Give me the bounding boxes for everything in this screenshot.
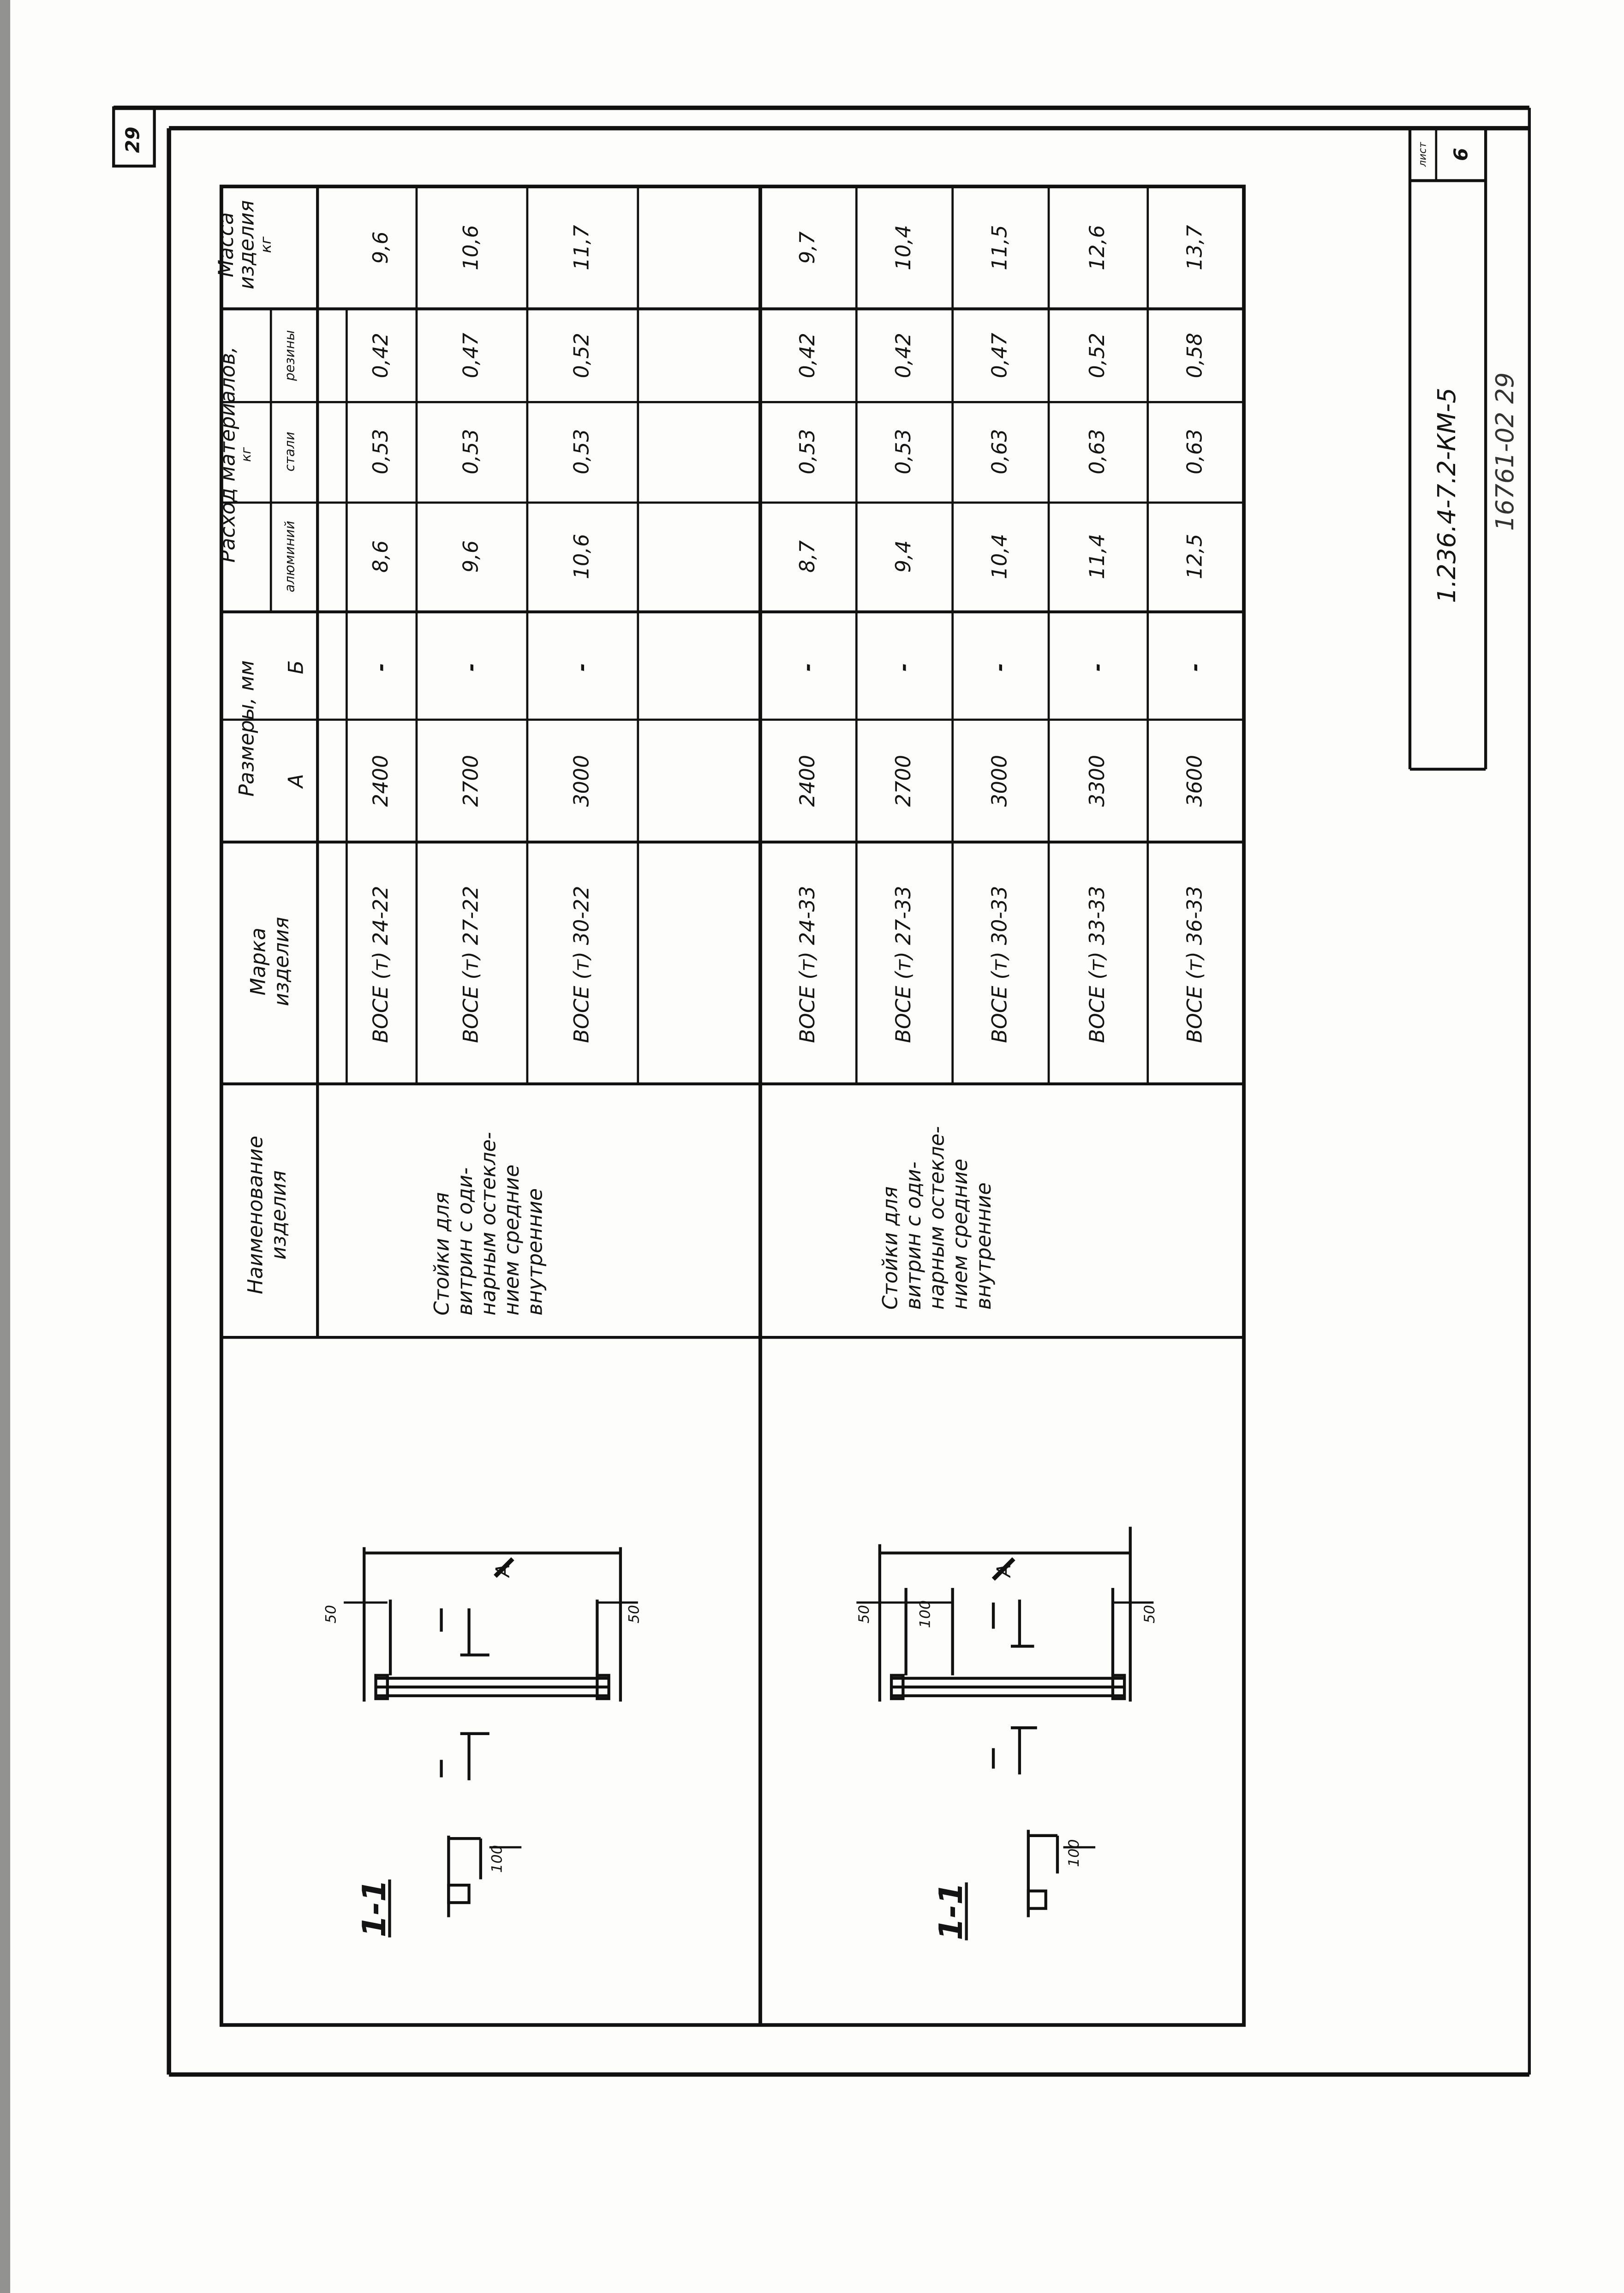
document-code: 1.236.4-7.2-КМ-5 (1433, 387, 1463, 603)
section-title-1: 1-1 (358, 1879, 394, 1938)
cell-mark: ВОСЕ (т) 24-33 (796, 886, 820, 1043)
header-steel: стали (284, 431, 299, 472)
cell-mark: ВОСЕ (т) 33-33 (1087, 886, 1110, 1043)
cell-rubber: 0,47 (460, 333, 484, 378)
cell-dim-a: 2400 (796, 754, 820, 807)
cell-mass: 11,7 (571, 225, 595, 270)
corner-sheet-number: 29 (123, 126, 145, 153)
cell-mark: ВОСЕ (т) 36-33 (1184, 886, 1208, 1043)
dim-label: 50 (627, 1605, 643, 1624)
group-1-name: Стойки для витрин с оди- нарным остекле- нием средние внутренние (431, 1132, 548, 1316)
section-title-2: 1-1 (934, 1882, 971, 1940)
cell-rubber: 0,42 (893, 333, 916, 378)
dim-label: А (994, 1564, 1016, 1577)
cell-mass: 9,6 (370, 231, 394, 264)
cell-mark: ВОСЕ (т) 24-22 (370, 886, 394, 1043)
cell-aluminum: 9,4 (893, 540, 916, 573)
header-consumption: Расход материалов, кг (217, 346, 255, 563)
cell-aluminum: 10,4 (989, 533, 1013, 580)
header-aluminum: алюминий (284, 521, 299, 593)
header-mass: Масса изделия кг (215, 200, 275, 290)
dim-label: 50 (1142, 1605, 1159, 1624)
cell-dim-b: - (460, 663, 484, 672)
cell-aluminum: 8,6 (370, 540, 394, 573)
cell-mass: 9,7 (796, 231, 820, 264)
cell-aluminum: 9,6 (460, 540, 484, 573)
cell-mark: ВОСЕ (т) 30-22 (571, 886, 595, 1043)
cell-steel: 0,63 (1087, 429, 1110, 474)
header-mark: Марка изделия (247, 916, 294, 1006)
cell-aluminum: 12,5 (1184, 533, 1208, 580)
cell-dim-b: - (796, 663, 820, 672)
cell-dim-a: 3000 (989, 754, 1013, 807)
dim-label: 100 (490, 1845, 507, 1873)
dim-label: 50 (857, 1605, 873, 1624)
cell-mass: 11,5 (989, 225, 1013, 270)
cell-mark: ВОСЕ (т) 27-33 (893, 886, 916, 1043)
group-2-name: Стойки для витрин с оди- нарным остекле- нием средние внутренние (879, 1126, 997, 1310)
cell-steel: 0,63 (1184, 429, 1208, 474)
cell-mark: ВОСЕ (т) 30-33 (989, 886, 1013, 1043)
cell-dim-b: - (1184, 663, 1208, 672)
header-dim-a: А (285, 774, 309, 788)
cell-rubber: 0,42 (370, 333, 394, 378)
cell-dim-b: - (571, 663, 595, 672)
cell-steel: 0,53 (460, 429, 484, 474)
cell-mark: ВОСЕ (т) 27-22 (460, 886, 484, 1043)
section-sketch-2 (856, 1527, 1153, 1917)
cell-steel: 0,63 (989, 429, 1013, 474)
cell-dim-a: 2700 (460, 754, 484, 807)
cell-rubber: 0,52 (571, 333, 595, 378)
header-dim-b: Б (285, 660, 309, 675)
cell-aluminum: 11,4 (1087, 533, 1110, 580)
cell-steel: 0,53 (370, 429, 394, 474)
dim-label: 100 (1067, 1839, 1083, 1867)
dim-label: 100 (918, 1600, 935, 1628)
cell-dim-a: 2400 (370, 754, 394, 807)
cell-dim-b: - (893, 663, 916, 672)
dim-label: 50 (324, 1605, 340, 1624)
cell-rubber: 0,58 (1184, 333, 1208, 378)
cell-steel: 0,53 (796, 429, 820, 474)
cell-dim-b: - (1087, 663, 1110, 672)
header-dimensions: Размеры, мм (236, 660, 259, 797)
cell-dim-a: 2700 (893, 754, 916, 807)
cell-mass: 10,6 (460, 225, 484, 270)
cell-rubber: 0,42 (796, 333, 820, 378)
cell-rubber: 0,47 (989, 333, 1013, 378)
cell-aluminum: 8,7 (796, 540, 820, 573)
cell-dim-b: - (989, 663, 1013, 672)
cell-aluminum: 10,6 (571, 533, 595, 580)
cell-mass: 10,4 (893, 225, 916, 270)
cell-steel: 0,53 (893, 429, 916, 474)
cell-dim-b: - (370, 663, 394, 672)
cell-dim-a: 3000 (571, 754, 595, 807)
cell-steel: 0,53 (571, 429, 595, 474)
cell-mass: 12,6 (1087, 225, 1110, 270)
cell-dim-a: 3600 (1184, 754, 1208, 807)
header-name: Наименование изделия (245, 1136, 292, 1294)
dim-label: А (493, 1564, 515, 1577)
cell-mass: 13,7 (1184, 225, 1208, 270)
inventory-number: 16761-02 29 (1491, 372, 1521, 531)
sheet-label: лист (1417, 142, 1429, 167)
header-rubber: резины (284, 330, 299, 381)
cell-rubber: 0,52 (1087, 333, 1110, 378)
sheet-number: 6 (1451, 148, 1474, 161)
cell-dim-a: 3300 (1087, 754, 1110, 807)
